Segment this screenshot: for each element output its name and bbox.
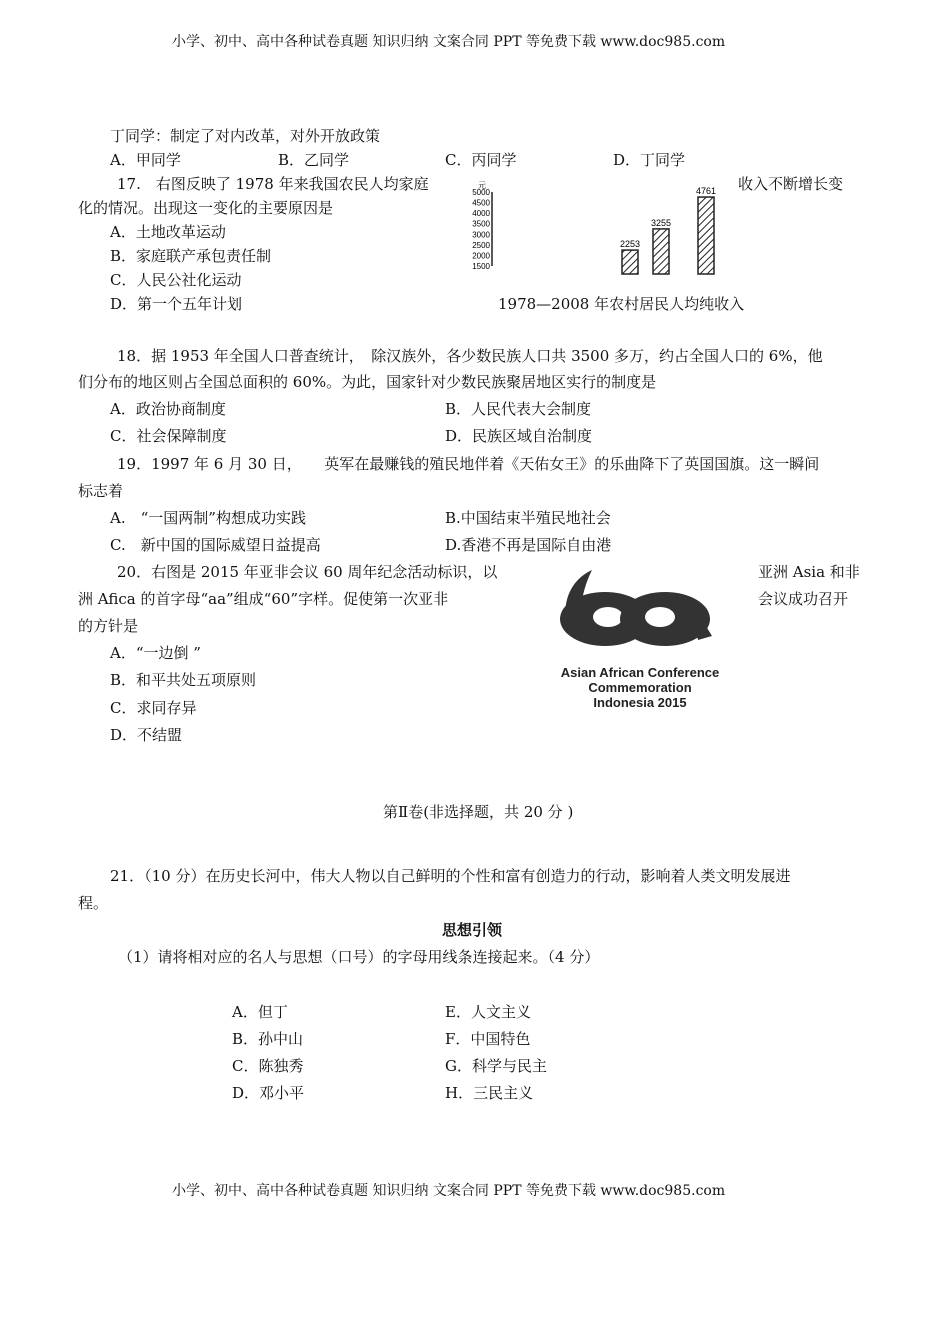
q17-option-a: A．土地改革运动 — [110, 223, 226, 241]
q19-option-c: C. 新中国的国际威望日益提高 — [110, 536, 321, 554]
q17-option-b: B．家庭联产承包责任制 — [110, 247, 272, 265]
q21-line1: 21．（10 分）在历史长河中，伟大人物以自己鲜明的个性和富有创造力的行动，影响着人类文明发展进 — [110, 867, 791, 885]
chart-bar — [698, 197, 714, 274]
asian-african-conference-logo — [530, 562, 750, 717]
chart-bar — [622, 250, 638, 274]
q16-option-d: D．丁同学 — [613, 151, 686, 169]
logo-text-line3: Indonesia 2015 — [593, 695, 687, 710]
q20-stem-b: 亚洲 Asia 和非 — [758, 563, 860, 581]
logo-60-graphic — [560, 570, 712, 646]
q21-left-item-a: A．但丁 — [232, 1003, 288, 1021]
q20-option-c: C．求同存异 — [110, 699, 197, 717]
q21-left-item-d: D．邓小平 — [232, 1084, 305, 1102]
q21-right-item-h: H．三民主义 — [445, 1084, 534, 1102]
q21-part1: （1）请将相对应的名人与思想（口号）的字母用线条连接起来。（4 分） — [118, 948, 600, 966]
q18-option-a: A．政治协商制度 — [110, 400, 226, 418]
chart-bar-value-label: 3255 — [650, 217, 672, 228]
q16-option-c: C．丙同学 — [445, 151, 517, 169]
q21-heading: 思想引领 — [442, 921, 503, 939]
logo-text-line1: Asian African Conference — [560, 665, 720, 680]
q17-option-c: C．人民公社化运动 — [110, 271, 242, 289]
chart-y-tick-label: 2000 — [472, 251, 490, 261]
q18-line1: 18．据 1953 年全国人口普查统计， 除汉族外，各少数民族人口共 3500 多万，约占全国人口的 6%，他 — [117, 347, 823, 365]
q17-stem-b: 收入不断增长变 — [738, 175, 844, 193]
q20-stem-a: 20．右图是 2015 年亚非会议 60 周年纪念活动标识，以 — [117, 563, 498, 581]
q17-stem-a: 17. 右图反映了 1978 年来我国农民人均家庭 — [117, 175, 429, 193]
q19-option-a: A. “一国两制”构想成功实践 — [110, 509, 306, 527]
q17-option-d: D．第一个五年计划 — [110, 295, 243, 313]
q21-left-item-c: C．陈独秀 — [232, 1057, 304, 1075]
q21-line2: 程。 — [78, 894, 109, 912]
q20-stem-e: 的方针是 — [78, 617, 139, 635]
q17-stem-c: 化的情况。出现这一变化的主要原因是 — [78, 199, 334, 217]
chart-y-tick-label: 3000 — [472, 230, 490, 240]
section2-title: 第Ⅱ卷(非选择题，共 20 分 ) — [383, 803, 574, 821]
chart-y-tick-label: 2500 — [472, 240, 490, 250]
chart-bars — [620, 186, 716, 274]
q18-line2: 们分布的地区则占全国总面积的 60%。为此，国家针对少数民族聚居地区实行的制度是 — [78, 373, 657, 391]
q20-stem-d: 会议成功召开 — [758, 590, 849, 608]
q20-option-a: A．“一边倒 ” — [110, 644, 201, 662]
q16-ding-line: 丁同学：制定了对内改革，对外开放政策 — [110, 127, 381, 145]
q19-option-d: D.香港不再是国际自由港 — [445, 536, 612, 554]
q16-option-b: B．乙同学 — [278, 151, 350, 169]
chart-bar-value-label: 4761 — [695, 186, 717, 197]
q21-right-item-e: E．人文主义 — [445, 1003, 531, 1021]
chart-bar-value-label: 2253 — [619, 239, 641, 250]
q20-option-b: B．和平共处五项原则 — [110, 671, 257, 689]
chart-y-axis — [472, 181, 492, 271]
q18-option-c: C．社会保障制度 — [110, 427, 227, 445]
q21-right-item-f: F．中国特色 — [445, 1030, 531, 1048]
chart-y-tick-label: 3500 — [472, 219, 490, 229]
chart-caption: 1978—2008 年农村居民人均纯收入 — [498, 295, 745, 313]
page-footer: 小学、初中、高中各种试卷真题 知识归纳 文案合同 PPT 等免费下载 www.doc985.com — [172, 1183, 726, 1199]
q20-stem-c: 洲 Afica 的首字母“aa”组成“60”字样。促使第一次亚非 — [78, 590, 449, 608]
q19-line2: 标志着 — [78, 482, 124, 500]
chart-unit-label: 元 — [478, 181, 486, 190]
chart-bar — [653, 229, 669, 274]
page-header: 小学、初中、高中各种试卷真题 知识归纳 文案合同 PPT 等免费下载 www.doc985.com — [172, 34, 726, 50]
q19-option-b: B.中国结束半殖民地社会 — [445, 509, 611, 527]
q21-right-item-g: G．科学与民主 — [445, 1057, 547, 1075]
q19-line1: 19．1997 年 6 月 30 日， 英军在最赚钱的殖民地伴着《天佑女王》的乐曲降下了英国国旗。这一瞬间 — [117, 455, 820, 473]
q18-option-d: D．民族区域自治制度 — [445, 427, 593, 445]
chart-y-tick-label: 4000 — [472, 209, 490, 219]
chart-y-tick-label: 4500 — [472, 198, 490, 208]
q21-left-item-b: B．孙中山 — [232, 1030, 304, 1048]
income-bar-chart — [468, 180, 728, 280]
q18-option-b: B．人民代表大会制度 — [445, 400, 592, 418]
logo-text-line2: Commemoration — [588, 680, 692, 695]
chart-y-tick-label: 5000 — [472, 188, 490, 197]
q20-option-d: D．不结盟 — [110, 726, 183, 744]
q16-option-a: A．甲同学 — [110, 151, 181, 169]
chart-y-tick-label: 1500 — [472, 262, 490, 271]
